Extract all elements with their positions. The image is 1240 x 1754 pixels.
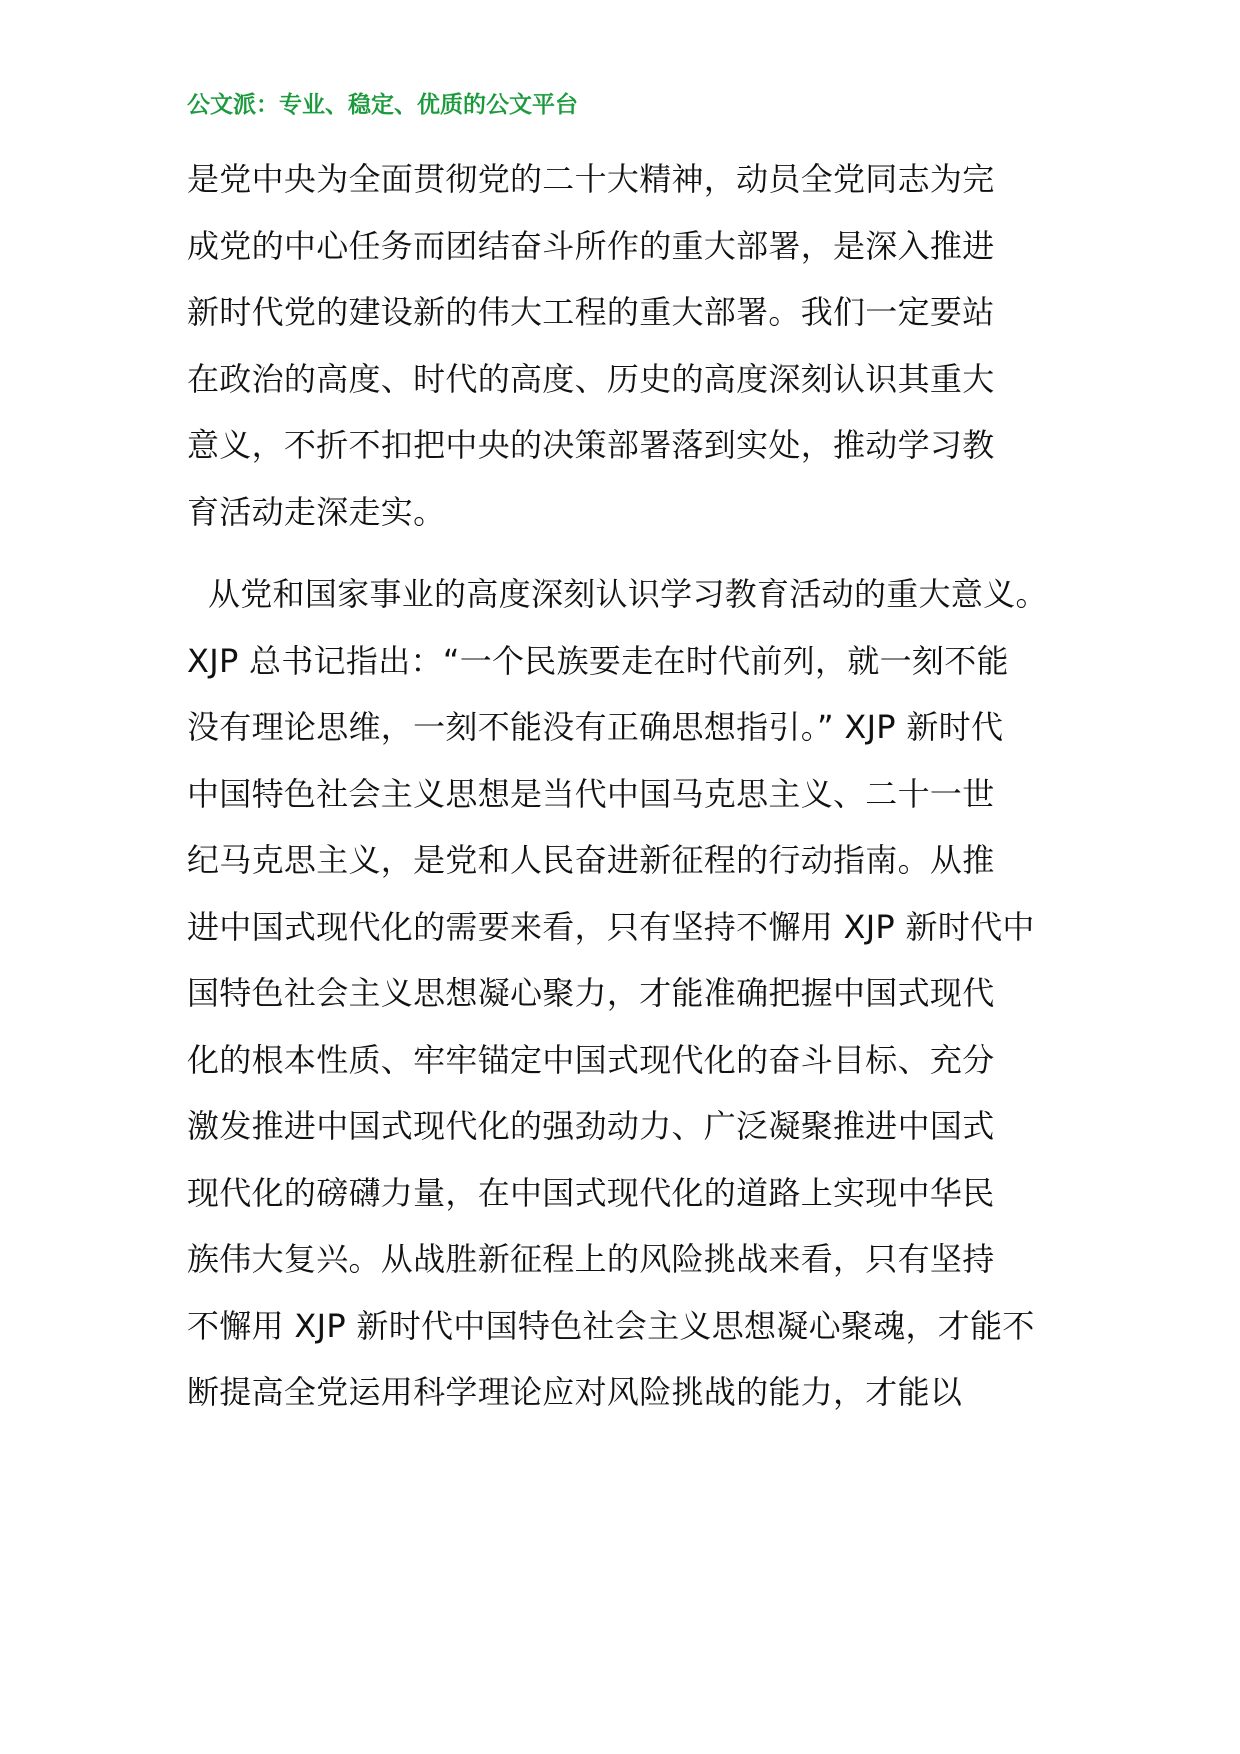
text-line: 意义，不折不扣把中央的决策部署落到实处，推动学习教 — [187, 426, 995, 464]
page-header: 公文派：专业、稳定、优质的公文平台 — [187, 92, 578, 118]
text-line: 族伟大复兴。从战胜新征程上的风险挑战来看，只有坚持 — [187, 1240, 995, 1278]
text-line: 从党和国家事业的高度深刻认识学习教育活动的重大意义。 — [187, 575, 1048, 613]
text-line: 新时代党的建设新的伟大工程的重大部署。我们一定要站 — [187, 293, 995, 331]
text-line: 成党的中心任务而团结奋斗所作的重大部署，是深入推进 — [187, 227, 995, 265]
text-line: 没有理论思维，一刻不能没有正确思想指引。” XJP 新时代 — [187, 708, 1004, 746]
text-line: 是党中央为全面贯彻党的二十大精神，动员全党同志为完 — [187, 160, 995, 198]
text-line: 中国特色社会主义思想是当代中国马克思主义、二十一世 — [187, 775, 995, 813]
text-line: XJP 总书记指出：“一个民族要走在时代前列，就一刻不能 — [187, 642, 1009, 680]
text-line: 不懈用 XJP 新时代中国特色社会主义思想凝心聚魂，才能不 — [187, 1307, 1035, 1345]
text-line: 国特色社会主义思想凝心聚力，才能准确把握中国式现代 — [187, 974, 995, 1012]
text-line: 化的根本性质、牢牢锚定中国式现代化的奋斗目标、充分 — [187, 1041, 995, 1079]
text-line: 纪马克思主义，是党和人民奋进新征程的行动指南。从推 — [187, 841, 995, 879]
text-line: 现代化的磅礴力量，在中国式现代化的道路上实现中华民 — [187, 1174, 995, 1212]
text-line: 育活动走深走实。 — [187, 493, 446, 531]
text-line: 进中国式现代化的需要来看，只有坚持不懈用 XJP 新时代中 — [187, 908, 1035, 946]
text-line: 激发推进中国式现代化的强劲动力、广泛凝聚推进中国式 — [187, 1107, 995, 1145]
text-line: 断提高全党运用科学理论应对风险挑战的能力，才能以 — [187, 1373, 963, 1411]
text-line: 在政治的高度、时代的高度、历史的高度深刻认识其重大 — [187, 360, 995, 398]
